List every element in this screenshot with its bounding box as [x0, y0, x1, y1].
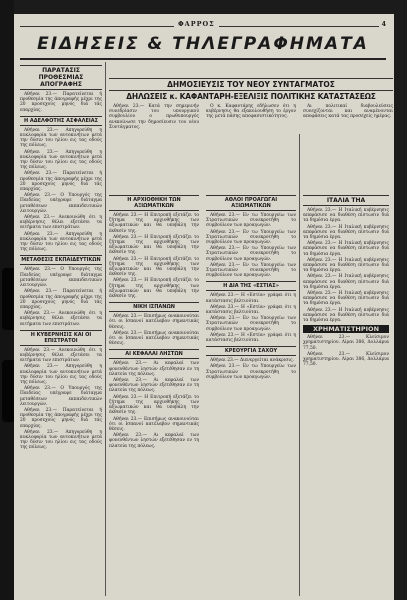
- article-text: Αθήναι 23.— Ανεκοινώθη ότι η κυβέρνησις θέλει εξετάσει τα αιτήματα των επιστράτων.: [20, 215, 102, 231]
- running-head-title: ΦΑΡΡΟΣ: [174, 20, 219, 28]
- article-text: Αθήναι 23.— Κατά την σημερινήν συνεδρίασιν του υπουργικού συμβουλίου ο πρωθυπουργός ανεκοίνωσε την δημοσίευσιν του νέου Συντάγματος.: [109, 104, 199, 130]
- article-text: Αθήναι 23.— Εν τω Υπουργείω των Στρατιωτικών συνεκροτήθη το συμβούλιον των προαγωγών.: [206, 229, 296, 246]
- banner-line-1: ΔΗΜΟΣΙΕΥΣΙΣ ΤΟΥ ΝΕΟΥ ΣΥΝΤΑΓΜΑΤΟΣ: [109, 78, 393, 91]
- article-text: Αθήναι 23.— Εν τω Υπουργείω των Στρατιωτικών συνεκροτήθη το συμβούλιον των προαγωγών.: [206, 213, 296, 229]
- column-divider: [105, 62, 106, 596]
- article-text: Αθήναι 23.— Επισήμως ανακοινούται ότι οι Ισπανοί κατέλαβον σημαντικάς θέσεις.: [109, 416, 199, 432]
- article-text: Αθήναι 23.— Απηγορεύθη η κυκλοφορία των αυτοκινήτων μετά την δύσιν του ηλίου εις τας οδούς της πόλεως.: [20, 149, 102, 171]
- article-text: Αθήναι 23.— Απηγορεύθη η κυκλοφορία των αυτοκινήτων μετά την δύσιν του ηλίου εις τας οδούς της πόλεως.: [20, 429, 102, 451]
- article-text: Αθήναι 23.— Ο Υπουργός της Παιδείας υπέγραψε διάταγμα μεταθέσεων εκπαιδευτικών λειτουργών.: [20, 193, 102, 214]
- column-2: [109, 192, 199, 450]
- article-text: Αθήναι 23.— Η Ιταλική κυβέρνησις απεφάσισε να διαθέση πίστωσιν διά τα δημόσια έργα.: [303, 274, 389, 290]
- running-head: [14, 20, 394, 32]
- page-number: 4: [381, 20, 386, 28]
- article-text: Αθήναι 23.— Παρατείνεται ή προθεσμία της άπογραφής μέχρι της 20 προσεχούς μηνός διά τάς επαρχίας.: [20, 407, 102, 429]
- article-text: Αθήναι 23.— Η «Εστία» γράφει ότι η κατάστασις βελτιούται.: [206, 304, 296, 316]
- article-text: Αθήναι 23.— Διενεργείται ανάκρισις.: [210, 358, 295, 364]
- article-text: Αθήναι 23.— Η Ιταλική κυβέρνησις απεφάσισε να διαθέση πίστωσιν διά τα δημόσια έργα.: [303, 307, 389, 324]
- column-3: [206, 192, 296, 381]
- article-text: Αθήναι 23.— Αι κεφαλαί των φονευθέντων ληστών εξετέθησαν εν τη πλατεία της πόλεως.: [109, 433, 199, 449]
- article-text: Αθήναι 23.— Ανεκοινώθη ότι η κυβέρνησις θέλει εξετάσει τα αιτήματα των επιστράτων.: [20, 311, 102, 327]
- article-text: Αθήναι 23.— Εν τω Υπουργείω των Στρατιωτικών συνεκροτήθη το συμβούλιον των προαγωγών.: [206, 364, 296, 380]
- article-text: Αθήναι 23.— Η Επιτροπή εξετάζει το ζήτημα της αρχιοθήκης των αξιωματικών και θα υποβάλη την έκθεσίν της.: [109, 213, 199, 234]
- banner-line-2: ΔΗΛΩΣΕΙΣ κ. ΚΑΦΑΝΤΑΡΗ-ΕΞΕΛΙΞΙΣ ΠΟΛΙΤΙΚΗΣ ΚΑΤΑΣΤΑΣΕΩΣ: [126, 92, 376, 101]
- headline: ΠΑΡΑΤΑΣΙΣ ΠΡΟΘΕΣΜΙΑΣ ΑΠΟΓΡΑΦΗΣ: [20, 65, 102, 90]
- article-text: Αθήναι 23.— Η Ιταλική κυβέρνησις απεφάσισε να διαθέση πίστωσιν διά τα δημόσια έργα.: [303, 241, 389, 257]
- article-text: Αθήναι 23.— Απηγορεύθη η κυκλοφορία των αυτοκινήτων μετά την δύσιν του ηλίου εις τας οδούς της πόλεως.: [20, 127, 102, 149]
- headline: ΑΙ ΚΕΦΑΛΑΙ ΛΗΣΤΩΝ: [109, 349, 199, 359]
- article-text: Αθήναι 23.— Κλείσιμον χρηματιστηρίου. Λίραι 386, Δολλάρια 77,50.: [303, 335, 389, 351]
- article-text: Αθήναι 23.— Ο Υπουργός της Παιδείας υπέγραψε διάταγμα μεταθέσεων εκπαιδευτικών λειτουργών.: [20, 386, 102, 407]
- headline: ΙΤΑΛΙΑ ΤΗΑ: [303, 195, 389, 206]
- column-4: [303, 192, 389, 368]
- article-text: Αθήναι 23.— Η Ιταλική κυβέρνησις απεφάσισε να διαθέση πίστωσιν διά τα δημόσια έργα.: [303, 224, 389, 241]
- article-text: Αθήναι 23.— Ανεκοινώθη ότι η κυβέρνησις θέλει εξετάσει τα αιτήματα των επιστράτων.: [20, 347, 102, 364]
- article-text: Αθήναι 23.— Αι κεφαλαί των φονευθέντων ληστών εξετέθησαν εν τη πλατεία της πόλεως.: [109, 361, 199, 377]
- article-text: Αθήναι 23.— Η Επιτροπή εξετάζει το ζήτημα της αρχιοθήκης των αξιωματικών και θα υποβάλη την έκθεσίν της.: [109, 256, 199, 278]
- main-headline: [109, 78, 393, 101]
- article-text: Ο κ. Καφαντάρης εδήλωσεν ότι η κυβέρνησις θα εξακολουθήση το έργον της μετά πάσης αποφασιστικότητος.: [206, 104, 296, 120]
- article-text: Αθήναι 23.— Η Επιτροπή εξετάζει το ζήτημα της αρχιοθήκης των αξιωματικών και θα υποβάλη την έκθεσίν της.: [109, 394, 199, 416]
- article-text: Αθήναι 23.— Επισήμως ανακοινούται ότι οι Ισπανοί κατέλαβον σημαντικάς θέσεις.: [109, 314, 199, 330]
- headline: Η ΑΡΧΙΟΘΗΚΗ ΤΩΝ ΑΞΙΩΜΑΤΙΚΩΝ: [109, 195, 199, 211]
- article-text: Αθήναι 23.— Απηγορεύθη η κυκλοφορία των αυτοκινήτων μετά την δύσιν του ηλίου εις τας οδούς της πόλεως.: [20, 364, 102, 385]
- article-text: Αθήναι 23.— Παρατείνεται ή προθεσμία της άπογραφής μέχρι της 20 προσεχούς μηνός διά τάς επαρχίας.: [20, 171, 102, 193]
- article-text: Αθήναι 23.— Εν τω Υπουργείω των Στρατιωτικών συνεκροτήθη το συμβούλιον των προαγωγών.: [206, 316, 296, 332]
- article-text: Αθήναι 23.— Η Επιτροπή εξετάζει το ζήτημα της αρχιοθήκης των αξιωματικών και θα υποβάλη την έκθεσίν της.: [109, 234, 199, 256]
- headline: Η ΑΔΕΛΦΟΤΗΣ ΑΣΦΑΛΕΙΑΣ: [20, 116, 102, 126]
- headline: ΑΘΛΟΙ ΠΡΟΑΓΩΓΑΙ ΑΞΙΩΜΑΤΙΚΩΝ: [206, 195, 296, 211]
- article-text: Αθήναι 23.— Απηγορεύθη η κυκλοφορία των αυτοκινήτων μετά την δύσιν του ηλίου εις τας οδούς της πόλεως.: [20, 231, 102, 253]
- article-text: Αθήναι 23.— Εν τω Υπουργείω των Στρατιωτικών συνεκροτήθη το συμβούλιον των προαγωγών.: [206, 246, 296, 262]
- masthead-rule: [20, 58, 386, 60]
- article-text: Αθήναι 23.— Επισήμως ανακοινούται ότι οι Ισπανοί κατέλαβον σημαντικάς θέσεις.: [109, 330, 199, 347]
- newspaper-page: [14, 14, 394, 600]
- article-text: Αθήναι 23.— Παρατείνεται ή προθεσμία της άπογραφής μέχρι της 20 προσεχούς μηνός διά τάς επαρχίας.: [20, 289, 102, 310]
- article-text: Αθήναι 23.— Παρατείνεται ή προθεσμία της άπογραφής μέχρι της 20 προσεχούς μηνός διά τάς επαρχίας.: [20, 92, 102, 113]
- article-text: Αθήναι 23.— Εν τω Υπουργείω των Στρατιωτικών συνεκροτήθη το συμβούλιον των προαγωγών.: [206, 262, 296, 279]
- headline: ΧΡΗΜΑΤΙΣΤΗΡΙΟΝ: [303, 325, 389, 333]
- masthead: ΕΙΔΗΣΕΙΣ & ΤΗΛΕΓΡΑΦΗΜΑΤΑ: [37, 34, 369, 54]
- article-text: Αθήναι 23.— Η Ιταλική κυβέρνησις απεφάσισε να διαθέση πίστωσιν διά τα δημόσια έργα.: [303, 291, 389, 307]
- article-text: Αθήναι 23.— Κλείσιμον χρηματιστηρίου. Λίραι 386, Δολλάρια 77,50.: [303, 351, 389, 368]
- article-text: Αθήναι 23.— Η Ιταλική κυβέρνησις απεφάσισε να διαθέση πίστωσιν διά τα δημόσια έργα.: [303, 257, 389, 274]
- column-1: [20, 62, 102, 452]
- headline: ΜΕΤΑΘΕΣΙΣ ΕΚΠΑΙΔΕΥΤΙΚΩΝ: [21, 257, 101, 264]
- article-text: Αι πολιτικαί διαβουλεύσεις συνεχίζονται και αναμένονται αποφάσεις κατά τας προσεχείς ημέρας.: [303, 104, 393, 120]
- article-text: Αθήναι 23.— Η «Εστία» γράφει ότι η κατάστασις βελτιούται.: [206, 332, 296, 344]
- headline: ΚΡΕΟΥΡΓΙΑ ΣΑΧΟΥ: [206, 346, 296, 356]
- article-text: Αθήναι 23.— Η «Εστία» γράφει ότι η κατάστασις βελτιούται.: [206, 293, 296, 304]
- headline: Η ΔΙΑ ΤΗΣ «ΕΣΤΙΑΣ»: [206, 281, 296, 291]
- article-text: Αθήναι 23.— Η Ιταλική κυβέρνησις απεφάσισε να διαθέση πίστωσιν διά τα δημόσια έργα.: [303, 208, 389, 224]
- binding-edge: [0, 0, 14, 600]
- column-divider: [299, 134, 300, 596]
- headline: Η ΚΥΒΕΡΝΗΣΙΣ ΚΑΙ ΟΙ ΕΠΙΣΤΡΑΤΟΙ: [20, 330, 102, 346]
- article-text: Αθήναι 23.— Αι κεφαλαί των φονευθέντων ληστών εξετέθησαν εν τη πλατεία της πόλεως.: [109, 378, 199, 394]
- article-text: Αθήναι 23.— Ο Υπουργός της Παιδείας υπέγραψε διάταγμα μεταθέσεων εκπαιδευτικών λειτουργών.: [20, 267, 102, 289]
- headline: ΝΙΚΗ ΙΣΠΑΝΩΝ: [109, 302, 199, 312]
- article-text: Αθήναι 23.— Η Επιτροπή εξετάζει το ζήτημα της αρχιοθήκης των αξιωματικών και θα υποβάλη την έκθεσίν της.: [109, 278, 199, 300]
